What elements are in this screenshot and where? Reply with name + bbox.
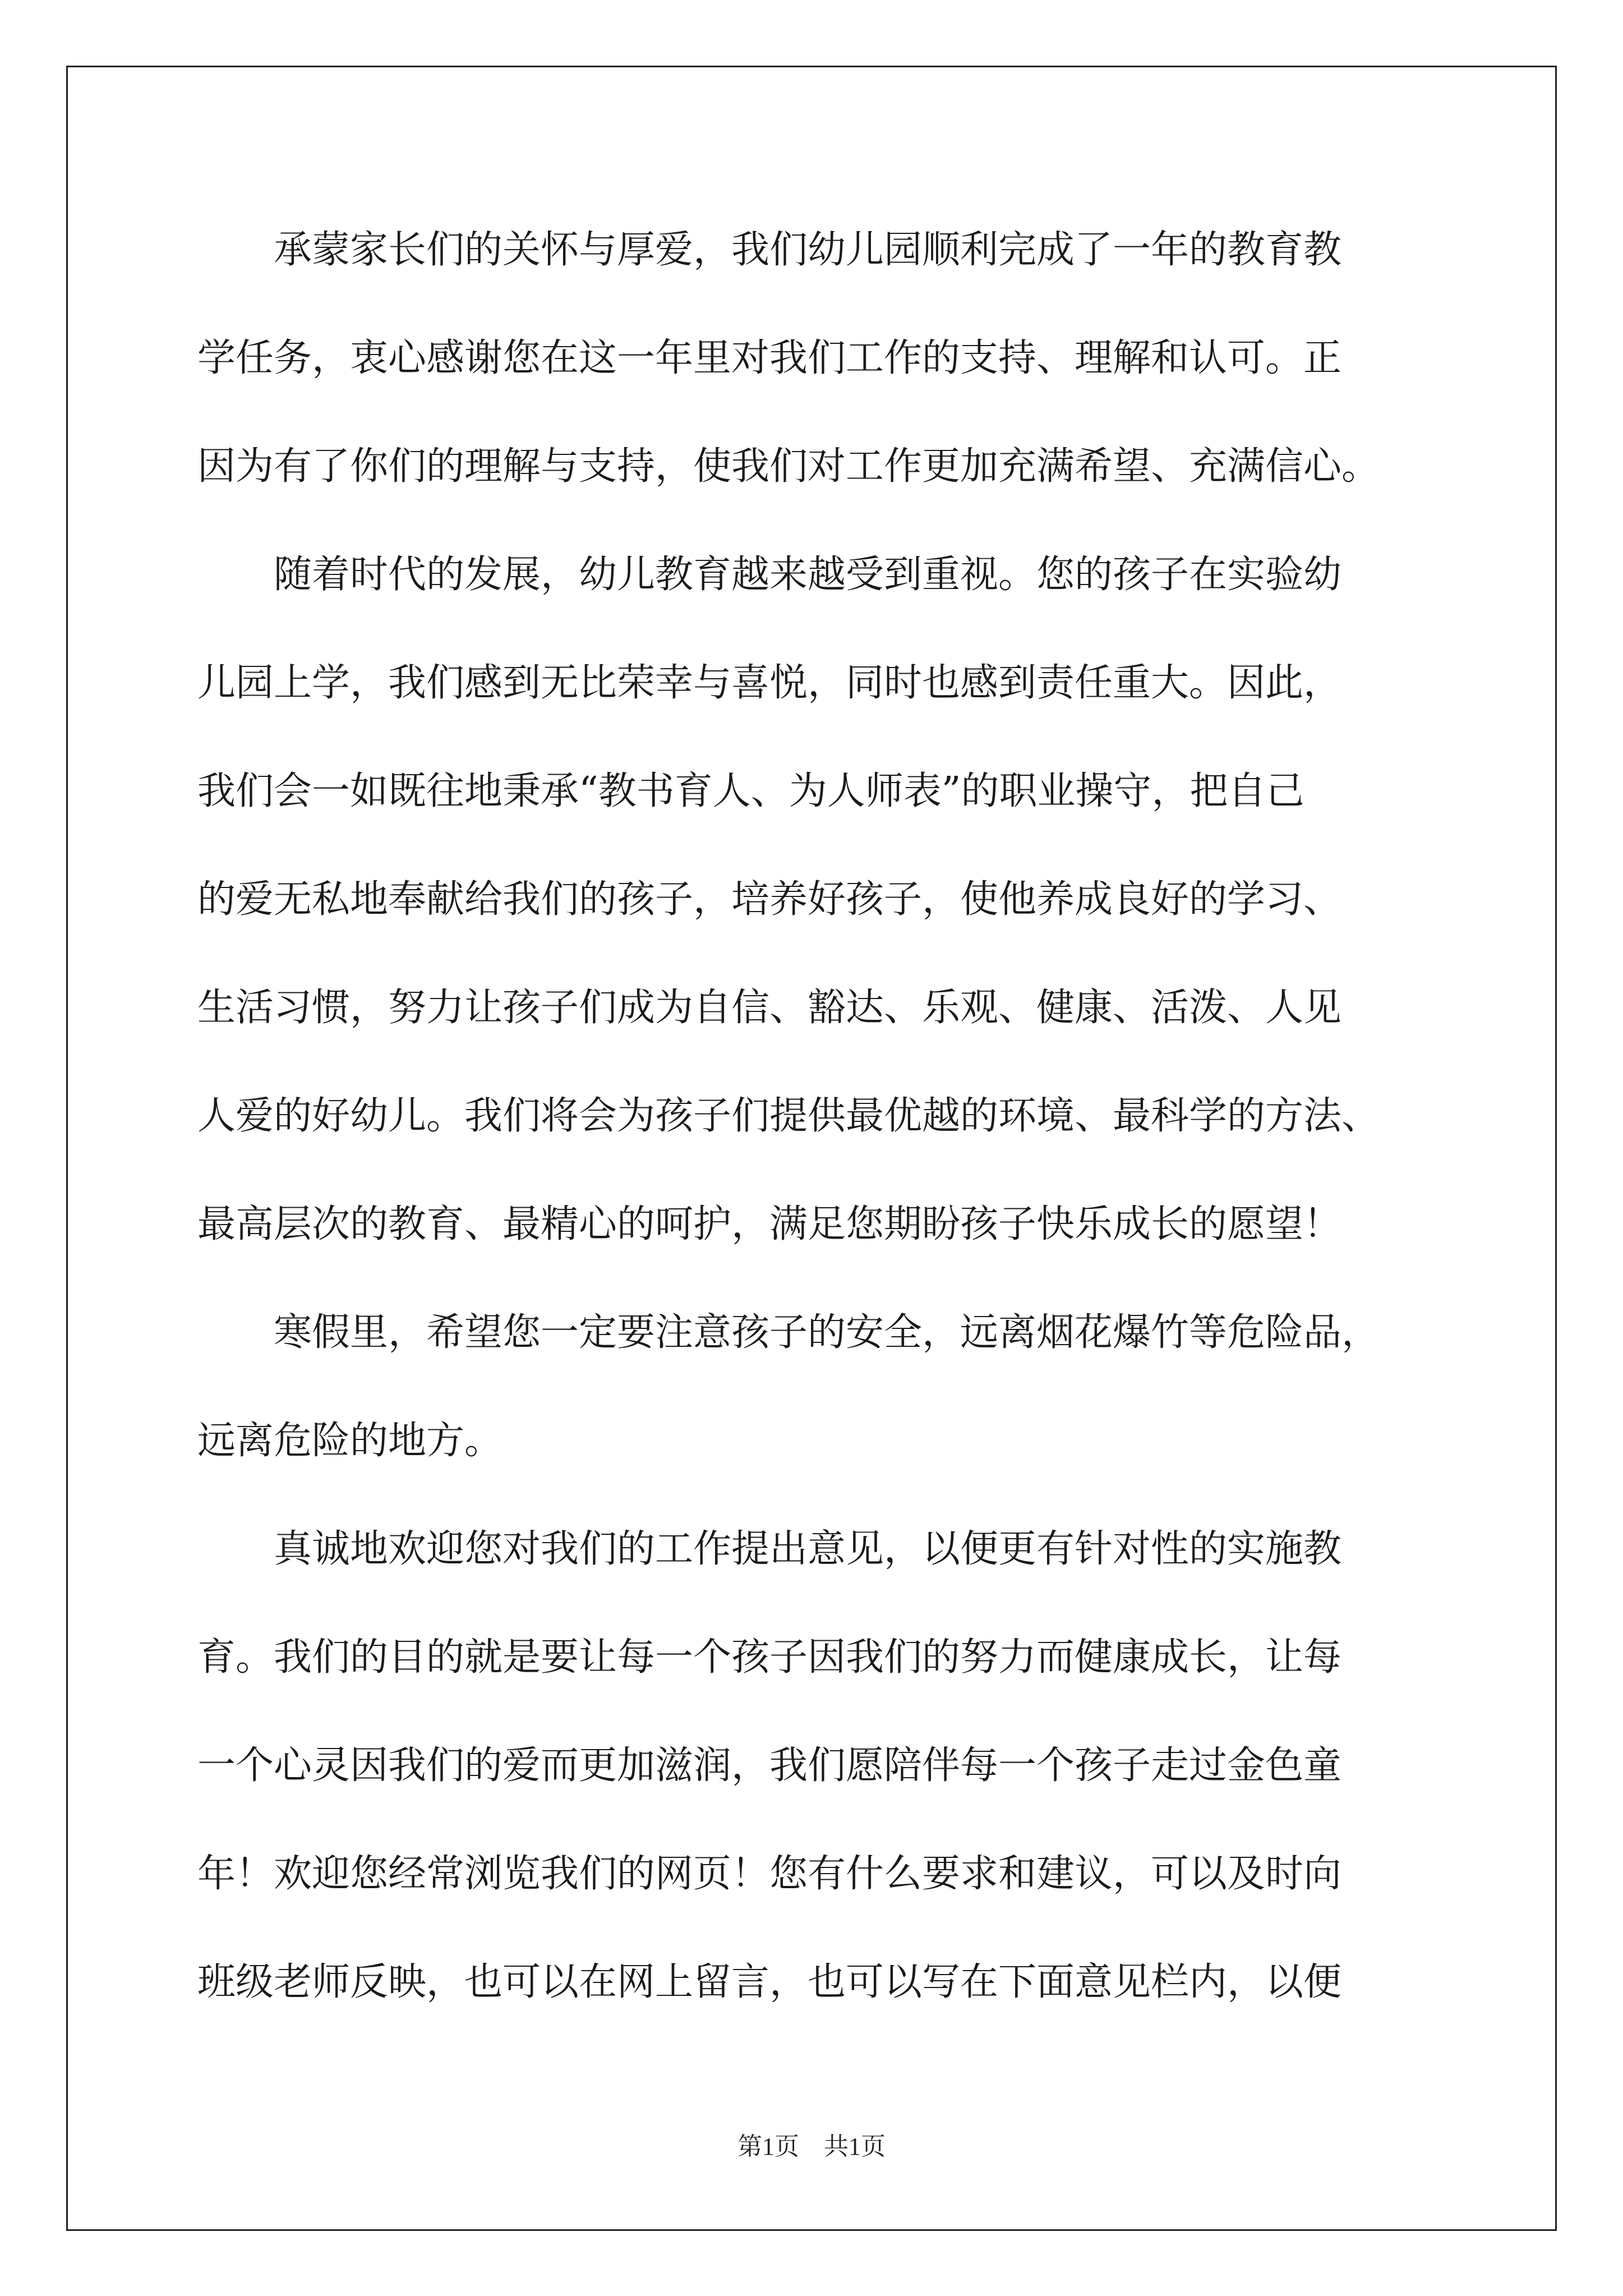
paragraph-line: 班级老师反映，也可以在网上留言，也可以写在下面意见栏内，以便	[197, 1960, 1342, 2004]
paragraph-line: 育。我们的目的就是要让每一个孩子因我们的努力而健康成长，让每	[197, 1635, 1342, 1680]
paragraph-line: 承蒙家长们的关怀与厚爱，我们幼儿园顺利完成了一年的教育教	[274, 228, 1342, 272]
paragraph-line: 寒假里，希望您一定要注意孩子的安全，远离烟花爆竹等危险品，	[274, 1310, 1380, 1355]
paragraph-line: 生活习惯，努力让孩子们成为自信、豁达、乐观、健康、活泼、人见	[197, 986, 1342, 1030]
letter-body	[197, 222, 1437, 2063]
paragraph-line: 我们会一如既往地秉承“教书育人、为人师表”的职业操守，把自己	[197, 769, 1304, 813]
page-number-footer: 第1页 共1页	[737, 2133, 886, 2160]
paragraph-line: 最高层次的教育、最精心的呵护，满足您期盼孩子快乐成长的愿望！	[197, 1202, 1342, 1246]
paragraph-line: 远离危险的地方。	[197, 1419, 503, 1463]
paragraph-line: 儿园上学，我们感到无比荣幸与喜悦，同时也感到责任重大。因此，	[197, 661, 1342, 705]
paragraph-line: 学任务，衷心感谢您在这一年里对我们工作的支持、理解和认可。正	[197, 336, 1342, 380]
paragraph-line: 年！欢迎您经常浏览我们的网页！您有什么要求和建议，可以及时向	[197, 1852, 1342, 1896]
paragraph-line: 人爱的好幼儿。我们将会为孩子们提供最优越的环境、最科学的方法、	[197, 1094, 1380, 1138]
paragraph-line: 一个心灵因我们的爱而更加滋润，我们愿陪伴每一个孩子走过金色童	[197, 1743, 1342, 1788]
paragraph-line: 真诚地欢迎您对我们的工作提出意见，以便更有针对性的实施教	[274, 1527, 1342, 1571]
paragraph-line: 的爱无私地奉献给我们的孩子，培养好孩子，使他养成良好的学习、	[197, 877, 1342, 922]
paragraph-line: 随着时代的发展，幼儿教育越来越受到重视。您的孩子在实验幼	[274, 553, 1342, 597]
paragraph-line: 因为有了你们的理解与支持，使我们对工作更加充满希望、充满信心。	[197, 444, 1380, 489]
